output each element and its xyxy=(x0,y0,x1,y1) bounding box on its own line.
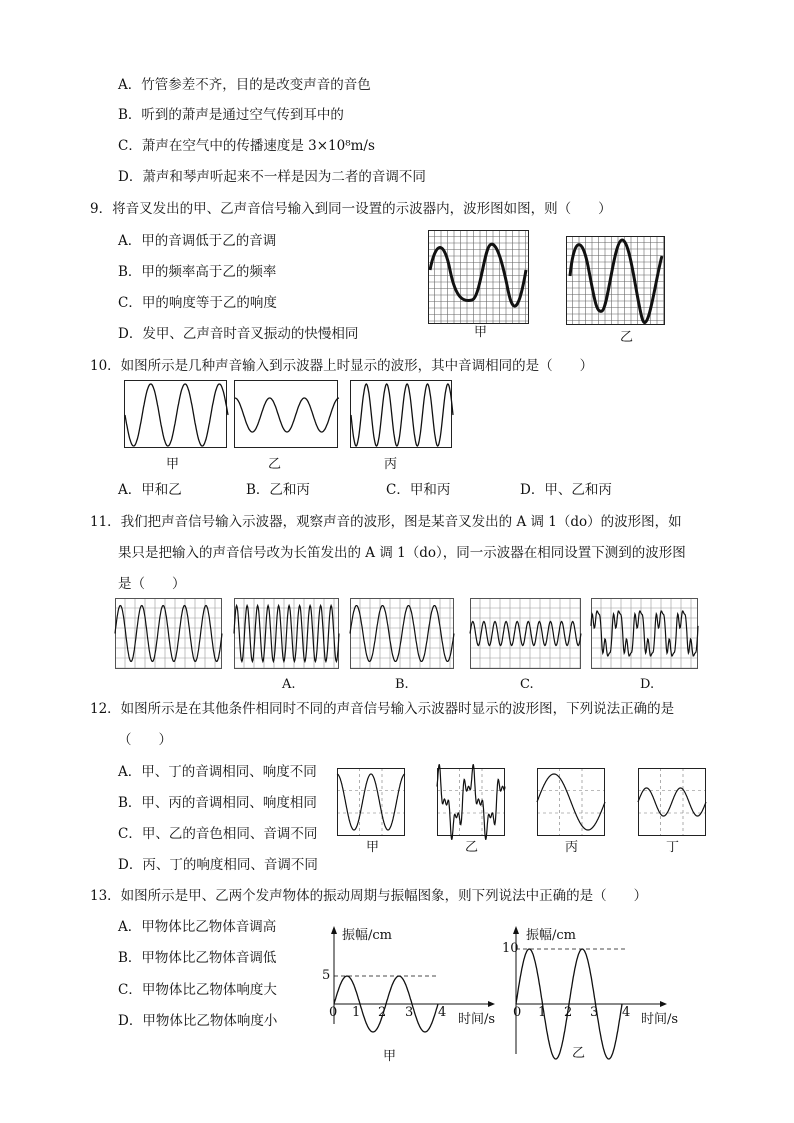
q12-label-ding: 丁 xyxy=(666,840,680,855)
scope-frame xyxy=(338,769,405,836)
q12-scope-bing xyxy=(537,768,605,836)
q9-stem: 9．将音叉发出的甲、乙声音信号输入到同一设置的示波器内，波形图如图，则（ ） xyxy=(90,201,612,217)
q12-option-a: A．甲、丁的音调相同、响度不同 xyxy=(118,764,317,780)
q10-option-a: A．甲和乙 xyxy=(118,482,182,498)
q12-option-c: C．甲、乙的音色相同、音调不同 xyxy=(118,826,318,842)
q13-yi-ytick: 10 xyxy=(502,941,519,956)
q13-jia-xtick-1: 1 xyxy=(352,1005,361,1020)
q13-graph-yi xyxy=(502,924,677,1064)
q13-option-b: B．甲物体比乙物体音调低 xyxy=(118,950,277,966)
q12-option-b: B．甲、丙的音调相同、响度相同 xyxy=(118,795,317,811)
q13-jia-ylabel: 振幅/cm xyxy=(342,928,392,943)
q12-label-bing: 丙 xyxy=(565,840,579,855)
q10-label-jia: 甲 xyxy=(166,457,180,472)
q11-scope-b xyxy=(350,598,454,669)
q10-option-d: D．甲、乙和丙 xyxy=(520,482,612,498)
q12-label-jia: 甲 xyxy=(366,840,380,855)
q13-yi-name: 乙 xyxy=(572,1046,586,1061)
q11-wave-a xyxy=(234,606,339,662)
q13-jia-xtick-4: 4 xyxy=(438,1005,447,1020)
q12-scope-yi xyxy=(437,768,505,836)
q10-label-yi: 乙 xyxy=(268,457,282,472)
q10-option-c: C．甲和丙 xyxy=(386,482,451,498)
q11-stem-1: 11．我们把声音信号输入示波器，观察声音的波形，图是某音叉发出的 A 调 1（do）的波形图，如 xyxy=(90,514,682,530)
q10-scope-jia xyxy=(124,380,227,448)
q8-option-b: B．听到的萧声是通过空气传到耳中的 xyxy=(118,107,344,123)
q12-wave-jia xyxy=(337,774,405,830)
q11-label-a: A. xyxy=(282,677,296,692)
x-axis-arrow xyxy=(488,1001,495,1007)
q10-scope-yi xyxy=(234,380,338,448)
q10-scope-bing xyxy=(350,380,452,448)
q10-stem: 10．如图所示是几种声音输入到示波器上时显示的波形，其中音调相同的是（ ） xyxy=(90,358,594,374)
q12-scope-ding xyxy=(638,768,706,836)
q13-option-d: D．甲物体比乙物体响度小 xyxy=(118,1013,278,1029)
q13-jia-ytick: 5 xyxy=(322,968,331,983)
q13-stem: 13．如图所示是甲、乙两个发声物体的振动周期与振幅图象，则下列说法中正确的是（ ） xyxy=(90,888,648,904)
q12-wave-yi xyxy=(437,765,505,840)
q9-scope-yi xyxy=(566,236,666,326)
q9-option-d: D．发甲、乙声音时音叉振动的快慢相同 xyxy=(118,326,359,342)
q13-option-a: A．甲物体比乙物体音调高 xyxy=(118,919,277,935)
q11-scope-d xyxy=(591,598,698,669)
q13-yi-xlabel: 时间/s xyxy=(641,1012,679,1027)
q13-jia-xtick-3: 3 xyxy=(405,1005,414,1020)
q13-jia-xlabel: 时间/s xyxy=(458,1012,496,1027)
q13-yi-ylabel: 振幅/cm xyxy=(526,928,576,943)
q8-option-a: A．竹管参差不齐，目的是改变声音的音色 xyxy=(118,77,371,93)
q13-yi-xtick-0: 0 xyxy=(513,1005,522,1020)
q13-jia-name: 甲 xyxy=(383,1049,397,1064)
q12-stem-1: 12．如图所示是在其他条件相同时不同的声音信号输入示波器时显示的波形图，下列说法正确的是 xyxy=(90,701,675,717)
q8-option-d: D．萧声和琴声听起来不一样是因为二者的音调不同 xyxy=(118,169,426,185)
q11-stem-2: 果只是把输入的声音信号改为长笛发出的 A 调 1（do），同一示波器在相同设置下测到的波形图 xyxy=(118,545,686,561)
q13-yi-xtick-1: 1 xyxy=(538,1005,547,1020)
q10-option-b: B．乙和丙 xyxy=(246,482,310,498)
q12-wave-bing xyxy=(537,774,605,830)
x-axis-arrow xyxy=(660,1001,667,1007)
q9-wave-jia xyxy=(430,244,526,306)
q11-scope-c xyxy=(470,598,581,669)
q11-scope-a xyxy=(234,598,339,669)
q11-label-b: B. xyxy=(395,677,409,692)
q13-jia-xtick-2: 2 xyxy=(378,1005,387,1020)
q13-yi-xtick-3: 3 xyxy=(590,1005,599,1020)
y-axis-arrow xyxy=(513,926,519,934)
q13-option-c: C．甲物体比乙物体响度大 xyxy=(118,982,277,998)
q13-yi-xtick-4: 4 xyxy=(622,1005,631,1020)
q11-label-d: D. xyxy=(640,677,655,692)
q11-wave-b xyxy=(350,606,454,662)
q12-option-d: D．丙、丁的响度相同、音调不同 xyxy=(118,857,318,873)
q9-option-c: C．甲的响度等于乙的响度 xyxy=(118,295,277,311)
q12-scope-jia xyxy=(337,768,405,836)
q10-label-bing: 丙 xyxy=(384,457,398,472)
q11-label-c: C. xyxy=(520,677,534,692)
y-axis-arrow xyxy=(331,926,337,934)
q9-option-b: B．甲的频率高于乙的频率 xyxy=(118,264,277,280)
q8-option-c: C．萧声在空气中的传播速度是 3×10⁸m/s xyxy=(118,138,375,154)
q11-wave-ref xyxy=(115,606,222,662)
q11-wave-c xyxy=(470,622,581,646)
q11-scope-ref xyxy=(115,598,222,669)
q10-wave-jia xyxy=(125,384,228,446)
q10-wave-yi xyxy=(235,398,339,432)
q11-stem-3: 是（ ） xyxy=(118,576,186,592)
q9-label-yi: 乙 xyxy=(620,330,634,345)
q10-wave-bing xyxy=(351,384,453,446)
q9-option-a: A．甲的音调低于乙的音调 xyxy=(118,233,277,249)
q12-label-yi: 乙 xyxy=(465,840,479,855)
q9-label-jia: 甲 xyxy=(474,325,488,340)
q13-jia-xtick-0: 0 xyxy=(329,1005,338,1020)
q9-scope-jia xyxy=(428,230,530,325)
q12-stem-2: （ ） xyxy=(118,732,172,748)
q12-wave-ding xyxy=(638,788,706,816)
q13-yi-xtick-2: 2 xyxy=(564,1005,573,1020)
